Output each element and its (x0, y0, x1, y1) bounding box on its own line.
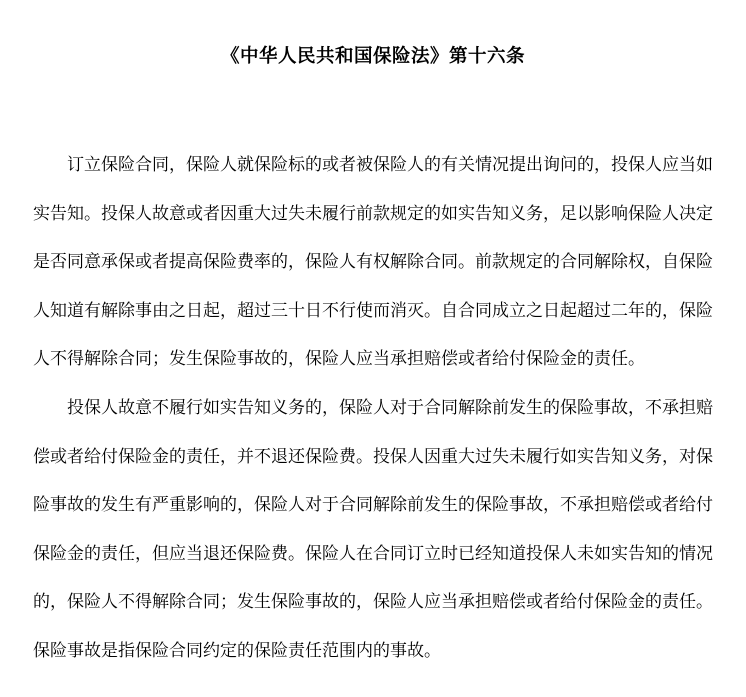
text-line: 险事故的发生有严重影响的，保险人对于合同解除前发生的保险事故，不承担赔偿或者给付 (33, 495, 713, 515)
document-title: 《中华人民共和国保险法》第十六条 (220, 45, 525, 66)
text-line: 人不得解除合同；发生保险事故的，保险人应当承担赔偿或者给付保险金的责任。 (33, 349, 645, 369)
text-line: 人知道有解除事由之日起，超过三十日不行使而消灭。自合同成立之日起超过二年的，保险 (33, 300, 713, 320)
text-line: 偿或者给付保险金的责任，并不退还保险费。投保人因重大过失未履行如实告知义务，对保 (33, 446, 713, 466)
article-body (33, 141, 713, 676)
text-line: 是否同意承保或者提高保险费率的，保险人有权解除合同。前款规定的合同解除权，自保险 (33, 252, 713, 272)
paragraph (33, 141, 713, 384)
text-line: 订立保险合同，保险人就保险标的或者被保险人的有关情况提出询问的，投保人应当如 (67, 155, 713, 174)
text-line: 保险事故是指保险合同约定的保险责任范围内的事故。 (33, 640, 441, 660)
paragraph (33, 384, 713, 676)
text-line: 的，保险人不得解除合同；发生保险事故的，保险人应当承担赔偿或者给付保险金的责任。 (33, 592, 713, 612)
text-line: 投保人故意不履行如实告知义务的，保险人对于合同解除前发生的保险事故，不承担赔 (67, 397, 713, 417)
text-line: 保险金的责任，但应当退还保险费。保险人在合同订立时已经知道投保人未如实告知的情况 (33, 543, 713, 563)
text-line: 实告知。投保人故意或者因重大过失未履行前款规定的如实告知义务，足以影响保险人决定 (33, 203, 713, 223)
